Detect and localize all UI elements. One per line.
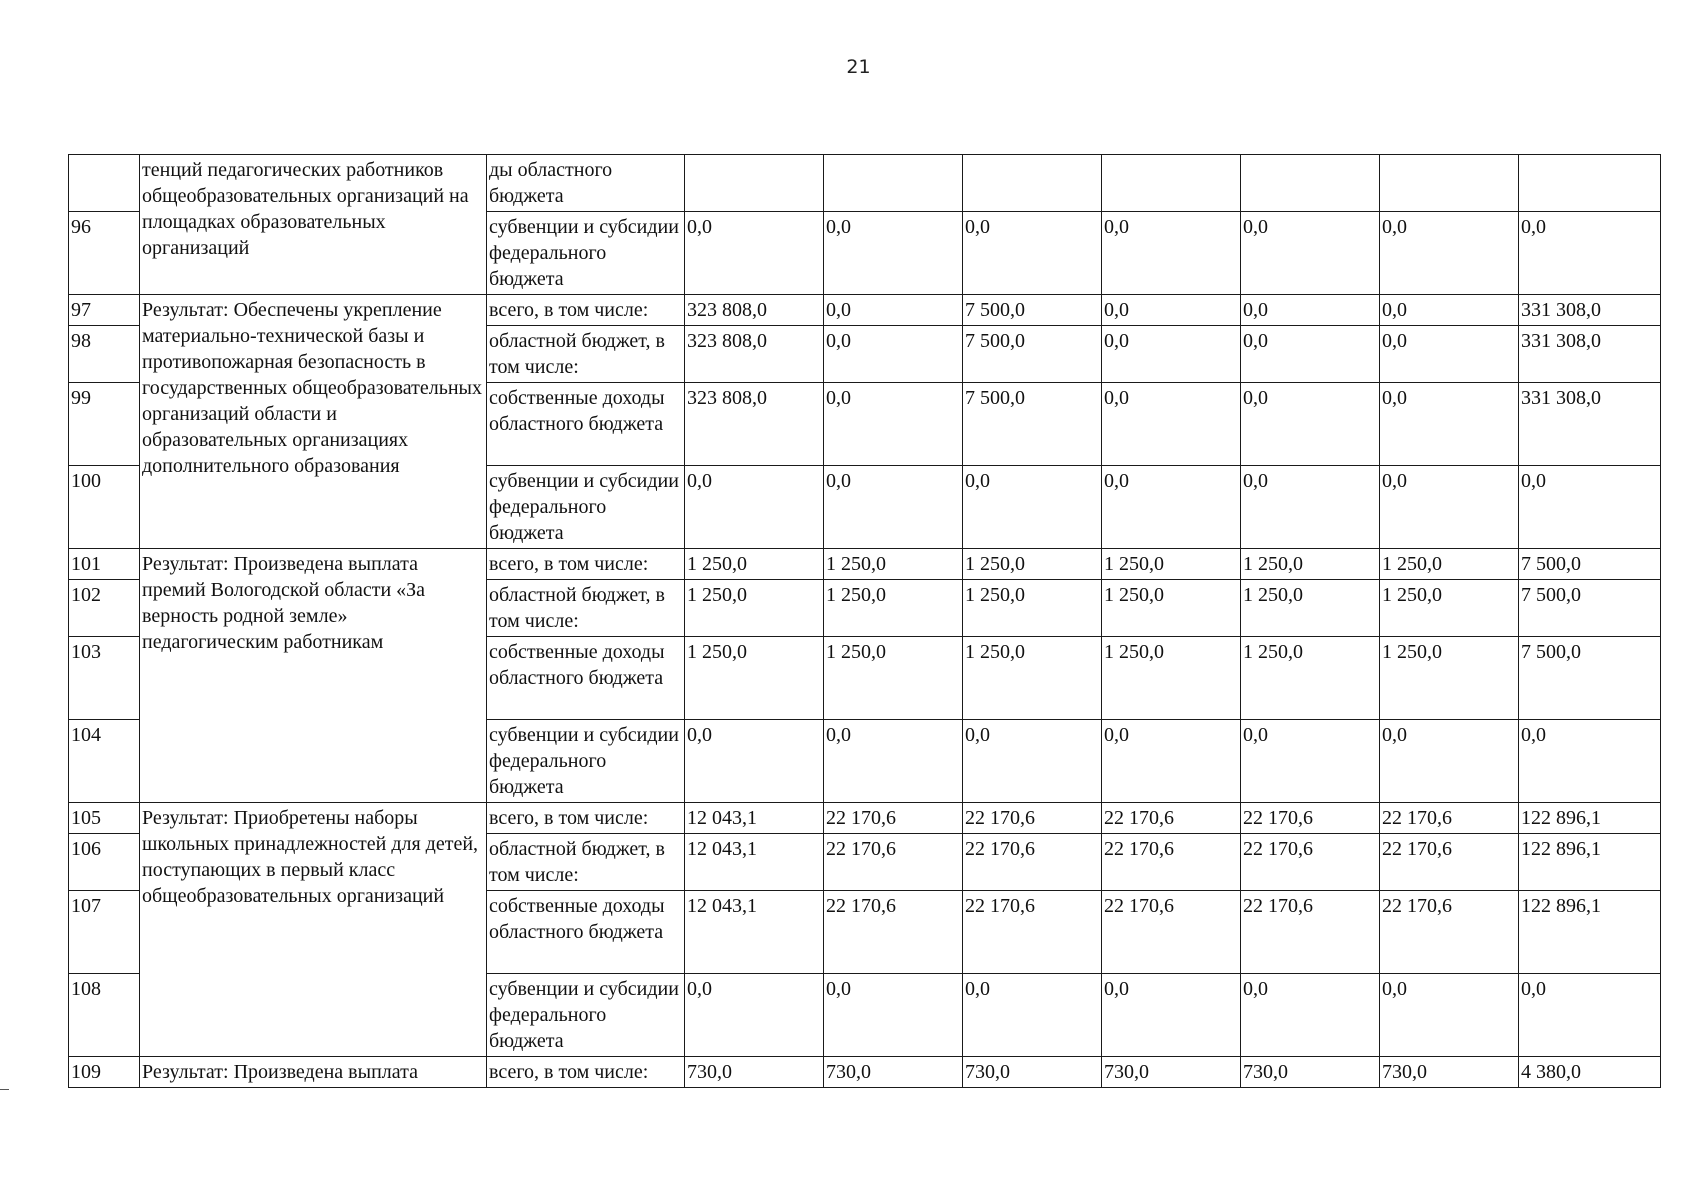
value-cell: 1 250,0: [1102, 549, 1241, 580]
value-cell: 1 250,0: [1380, 580, 1519, 637]
value-cell: 22 170,6: [1380, 891, 1519, 974]
total-cell: 7 500,0: [1519, 580, 1661, 637]
value-cell: 0,0: [1102, 383, 1241, 466]
funding-source: собственные доходы областного бюджета: [487, 383, 685, 466]
table-row: [69, 295, 1661, 326]
total-cell: 122 896,1: [1519, 891, 1661, 974]
value-cell: 323 808,0: [685, 295, 824, 326]
result-name: Результат: Произведена выплата премий Вологодской области «За верность родной земле» педагогическим работникам: [140, 549, 487, 803]
funding-source: субвенции и субсидии федерального бюджета: [487, 974, 685, 1057]
total-cell: 331 308,0: [1519, 383, 1661, 466]
value-cell: 0,0: [1102, 295, 1241, 326]
value-cell: 22 170,6: [963, 891, 1102, 974]
row-number: 100: [69, 466, 140, 549]
value-cell: 0,0: [1380, 326, 1519, 383]
value-cell: 0,0: [1241, 466, 1380, 549]
value-cell: 12 043,1: [685, 803, 824, 834]
row-number: 108: [69, 974, 140, 1057]
value-cell: 0,0: [1380, 295, 1519, 326]
value-cell: 0,0: [824, 295, 963, 326]
row-number: 97: [69, 295, 140, 326]
value-cell: 1 250,0: [1102, 580, 1241, 637]
result-name: Результат: Произведена выплата: [140, 1057, 487, 1088]
value-cell: [1241, 155, 1380, 212]
table-row: [69, 1057, 1661, 1088]
total-cell: 331 308,0: [1519, 295, 1661, 326]
row-number: 105: [69, 803, 140, 834]
row-number: 96: [69, 212, 140, 295]
value-cell: 22 170,6: [1241, 891, 1380, 974]
row-number: 109: [69, 1057, 140, 1088]
value-cell: 730,0: [963, 1057, 1102, 1088]
value-cell: 0,0: [963, 212, 1102, 295]
value-cell: 0,0: [963, 720, 1102, 803]
value-cell: 0,0: [1380, 720, 1519, 803]
total-cell: 0,0: [1519, 974, 1661, 1057]
funding-source: субвенции и субсидии федерального бюджета: [487, 212, 685, 295]
value-cell: 1 250,0: [824, 549, 963, 580]
funding-source: областной бюджет, в том числе:: [487, 580, 685, 637]
row-number: 106: [69, 834, 140, 891]
value-cell: 0,0: [1102, 326, 1241, 383]
row-number: 107: [69, 891, 140, 974]
funding-source: ды областного бюджета: [487, 155, 685, 212]
value-cell: 12 043,1: [685, 891, 824, 974]
value-cell: [824, 155, 963, 212]
value-cell: 730,0: [685, 1057, 824, 1088]
total-cell: 7 500,0: [1519, 637, 1661, 720]
value-cell: 0,0: [1102, 466, 1241, 549]
funding-source: собственные доходы областного бюджета: [487, 637, 685, 720]
value-cell: 7 500,0: [963, 326, 1102, 383]
funding-source: всего, в том числе:: [487, 803, 685, 834]
value-cell: 0,0: [1241, 295, 1380, 326]
total-cell: 4 380,0: [1519, 1057, 1661, 1088]
page-number: 21: [846, 56, 871, 78]
value-cell: 12 043,1: [685, 834, 824, 891]
value-cell: 1 250,0: [685, 637, 824, 720]
value-cell: 22 170,6: [1102, 891, 1241, 974]
value-cell: 1 250,0: [685, 549, 824, 580]
value-cell: 1 250,0: [963, 549, 1102, 580]
value-cell: 0,0: [963, 974, 1102, 1057]
value-cell: [1380, 155, 1519, 212]
row-number: 103: [69, 637, 140, 720]
result-name: тенций педагогических работников общеобразовательных организаций на площадках образовательных организаций: [140, 155, 487, 295]
total-cell: 122 896,1: [1519, 803, 1661, 834]
value-cell: 0,0: [685, 466, 824, 549]
value-cell: 1 250,0: [1241, 549, 1380, 580]
total-cell: 331 308,0: [1519, 326, 1661, 383]
value-cell: 0,0: [1241, 212, 1380, 295]
value-cell: 0,0: [1241, 326, 1380, 383]
value-cell: 0,0: [1380, 466, 1519, 549]
value-cell: 0,0: [685, 720, 824, 803]
row-number: 104: [69, 720, 140, 803]
value-cell: 0,0: [1102, 974, 1241, 1057]
row-number: 98: [69, 326, 140, 383]
table-row: [69, 549, 1661, 580]
result-name: Результат: Приобретены наборы школьных принадлежностей для детей, поступающих в первый класс общеобразовательных организаций: [140, 803, 487, 1057]
value-cell: 1 250,0: [1380, 637, 1519, 720]
total-cell: 0,0: [1519, 466, 1661, 549]
funding-source: всего, в том числе:: [487, 1057, 685, 1088]
funding-source: субвенции и субсидии федерального бюджета: [487, 720, 685, 803]
value-cell: 1 250,0: [824, 637, 963, 720]
result-name: Результат: Обеспечены укрепление материально-технической базы и противопожарная безопасность в государственных общеобразовательных организаций области и образовательных организациях дополнительного образования: [140, 295, 487, 549]
value-cell: [963, 155, 1102, 212]
value-cell: 1 250,0: [963, 580, 1102, 637]
value-cell: 22 170,6: [1102, 803, 1241, 834]
value-cell: 22 170,6: [963, 803, 1102, 834]
value-cell: 730,0: [1241, 1057, 1380, 1088]
value-cell: [685, 155, 824, 212]
value-cell: 22 170,6: [1380, 834, 1519, 891]
value-cell: 1 250,0: [824, 580, 963, 637]
value-cell: 0,0: [824, 720, 963, 803]
value-cell: 0,0: [1380, 974, 1519, 1057]
value-cell: 1 250,0: [1241, 580, 1380, 637]
value-cell: 22 170,6: [1241, 803, 1380, 834]
value-cell: 1 250,0: [963, 637, 1102, 720]
funding-source: собственные доходы областного бюджета: [487, 891, 685, 974]
value-cell: 0,0: [1380, 212, 1519, 295]
value-cell: 0,0: [824, 466, 963, 549]
funding-source: всего, в том числе:: [487, 549, 685, 580]
row-number: [69, 155, 140, 212]
value-cell: 22 170,6: [1380, 803, 1519, 834]
value-cell: 0,0: [824, 212, 963, 295]
value-cell: 0,0: [824, 383, 963, 466]
row-number: 101: [69, 549, 140, 580]
value-cell: 22 170,6: [824, 803, 963, 834]
value-cell: 730,0: [824, 1057, 963, 1088]
value-cell: 1 250,0: [1380, 549, 1519, 580]
value-cell: 7 500,0: [963, 295, 1102, 326]
value-cell: 323 808,0: [685, 383, 824, 466]
value-cell: 22 170,6: [824, 834, 963, 891]
value-cell: 1 250,0: [685, 580, 824, 637]
funding-source: областной бюджет, в том числе:: [487, 834, 685, 891]
scan-edge-mark: [0, 1089, 9, 1090]
value-cell: [1102, 155, 1241, 212]
value-cell: 1 250,0: [1241, 637, 1380, 720]
total-cell: 122 896,1: [1519, 834, 1661, 891]
row-number: 99: [69, 383, 140, 466]
total-cell: [1519, 155, 1661, 212]
value-cell: 0,0: [824, 974, 963, 1057]
budget-table: [68, 154, 1661, 1088]
value-cell: 1 250,0: [1102, 637, 1241, 720]
value-cell: 22 170,6: [824, 891, 963, 974]
value-cell: 0,0: [685, 212, 824, 295]
value-cell: 0,0: [1102, 212, 1241, 295]
funding-source: субвенции и субсидии федерального бюджета: [487, 466, 685, 549]
value-cell: 0,0: [1102, 720, 1241, 803]
row-number: 102: [69, 580, 140, 637]
value-cell: 0,0: [963, 466, 1102, 549]
total-cell: 0,0: [1519, 212, 1661, 295]
value-cell: 730,0: [1102, 1057, 1241, 1088]
value-cell: 0,0: [1380, 383, 1519, 466]
value-cell: 0,0: [685, 974, 824, 1057]
total-cell: 0,0: [1519, 720, 1661, 803]
value-cell: 0,0: [1241, 720, 1380, 803]
table-row: [69, 803, 1661, 834]
total-cell: 7 500,0: [1519, 549, 1661, 580]
value-cell: 7 500,0: [963, 383, 1102, 466]
value-cell: 0,0: [1241, 974, 1380, 1057]
funding-source: областной бюджет, в том числе:: [487, 326, 685, 383]
value-cell: 0,0: [1241, 383, 1380, 466]
value-cell: 0,0: [824, 326, 963, 383]
table-row: [69, 155, 1661, 212]
value-cell: 730,0: [1380, 1057, 1519, 1088]
value-cell: 22 170,6: [1102, 834, 1241, 891]
value-cell: 22 170,6: [1241, 834, 1380, 891]
value-cell: 22 170,6: [963, 834, 1102, 891]
funding-source: всего, в том числе:: [487, 295, 685, 326]
value-cell: 323 808,0: [685, 326, 824, 383]
